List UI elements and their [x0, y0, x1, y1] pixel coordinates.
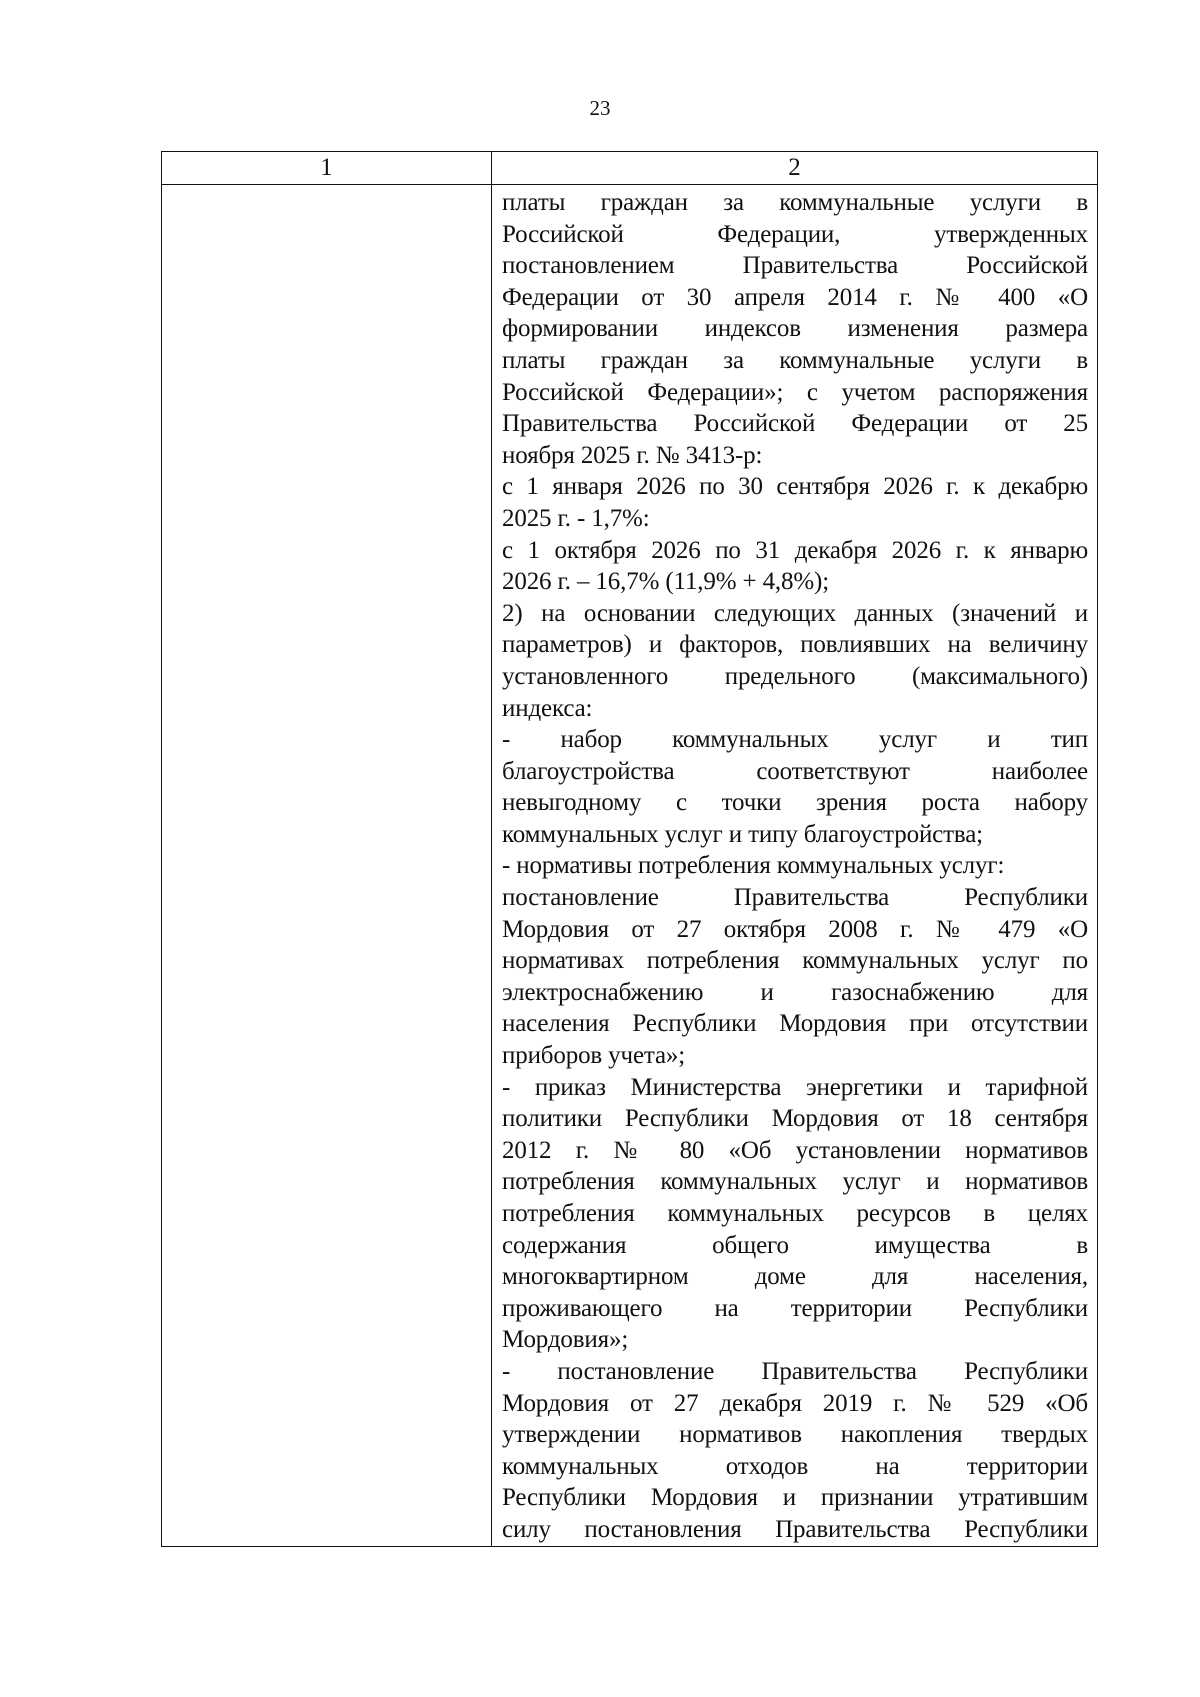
- text-line: невыгодному с точки зрения роста набору: [502, 789, 1088, 817]
- text-line: приборов учета»;: [502, 1042, 686, 1070]
- table-header-row: [162, 152, 1098, 185]
- text-line: населения Республики Мордовия при отсутствии: [502, 1010, 1088, 1038]
- column-header-1: 1: [162, 152, 492, 185]
- text-line: Российской Федерации, утвержденных: [502, 220, 1088, 248]
- text-line: постановлением Правительства Российской: [502, 252, 1088, 280]
- text-line: платы граждан за коммунальные услуги в: [502, 189, 1088, 216]
- text-line: - постановление Правительства Республики: [502, 1357, 1088, 1385]
- text-line: благоустройства соответствуют наиболее: [502, 757, 1088, 785]
- table-row: [162, 185, 1098, 1547]
- text-line: Правительства Российской Федерации от 25: [502, 410, 1088, 438]
- text-line: постановление Правительства Республики: [502, 884, 1088, 912]
- text-line: с 1 октября 2026 по 31 декабря 2026 г. к январю: [502, 536, 1088, 564]
- text-line: 2025 г. - 1,7%:: [502, 504, 650, 532]
- page-number: 23: [589, 96, 611, 120]
- text-line: коммунальных отходов на территории: [502, 1452, 1088, 1480]
- text-line: Республики Мордовия и признании утратившим: [502, 1484, 1088, 1512]
- text-line: - приказ Министерства энергетики и тарифной: [502, 1073, 1088, 1101]
- text-line: нормативах потребления коммунальных услуг по: [502, 947, 1088, 975]
- text-line: - набор коммунальных услуг и тип: [502, 726, 1088, 754]
- column-2-text: [492, 185, 1097, 1546]
- text-line: силу постановления Правительства Республики: [502, 1515, 1088, 1543]
- text-line: платы граждан за коммунальные услуги в: [502, 346, 1088, 374]
- text-line: индекса:: [502, 694, 593, 722]
- text-line: Мордовия от 27 октября 2008 г. № 479 «О: [502, 915, 1088, 943]
- text-line: установленного предельного (максимального): [502, 662, 1088, 690]
- text-line: ноября 2025 г. № 3413-р:: [502, 441, 763, 469]
- text-line: многоквартирном доме для населения,: [502, 1263, 1088, 1291]
- text-line: параметров) и факторов, повлиявших на величину: [502, 631, 1088, 659]
- text-line: потребления коммунальных услуг и нормативов: [502, 1168, 1088, 1196]
- text-line: Федерации от 30 апреля 2014 г. № 400 «О: [502, 283, 1088, 311]
- column-1-cell: [162, 185, 492, 1547]
- text-line: Мордовия от 27 декабря 2019 г. № 529 «Об: [502, 1389, 1088, 1417]
- text-line: формировании индексов изменения размера: [502, 315, 1088, 343]
- text-line: проживающего на территории Республики: [502, 1294, 1088, 1322]
- text-line: - нормативы потребления коммунальных услуг:: [502, 852, 1005, 880]
- document-table: [161, 151, 1098, 1547]
- text-line: электроснабжению и газоснабжению для: [502, 978, 1088, 1006]
- text-line: 2026 г. – 16,7% (11,9% + 4,8%);: [502, 568, 830, 596]
- text-line: Российской Федерации»; с учетом распоряжения: [502, 378, 1088, 406]
- text-line: потребления коммунальных ресурсов в целях: [502, 1200, 1088, 1227]
- text-line: Мордовия»;: [502, 1326, 629, 1354]
- text-line: 2) на основании следующих данных (значений и: [502, 599, 1088, 627]
- text-line: коммунальных услуг и типу благоустройства;: [502, 820, 983, 848]
- text-line: утверждении нормативов накопления твердых: [502, 1421, 1088, 1449]
- text-line: политики Республики Мордовия от 18 сентября: [502, 1105, 1088, 1133]
- column-2-cell: [492, 185, 1098, 1547]
- text-line: с 1 января 2026 по 30 сентября 2026 г. к декабрю: [502, 473, 1088, 501]
- text-line: содержания общего имущества в: [502, 1231, 1088, 1259]
- text-line: 2012 г. № 80 «Об установлении нормативов: [502, 1136, 1088, 1164]
- column-header-2: 2: [492, 152, 1098, 185]
